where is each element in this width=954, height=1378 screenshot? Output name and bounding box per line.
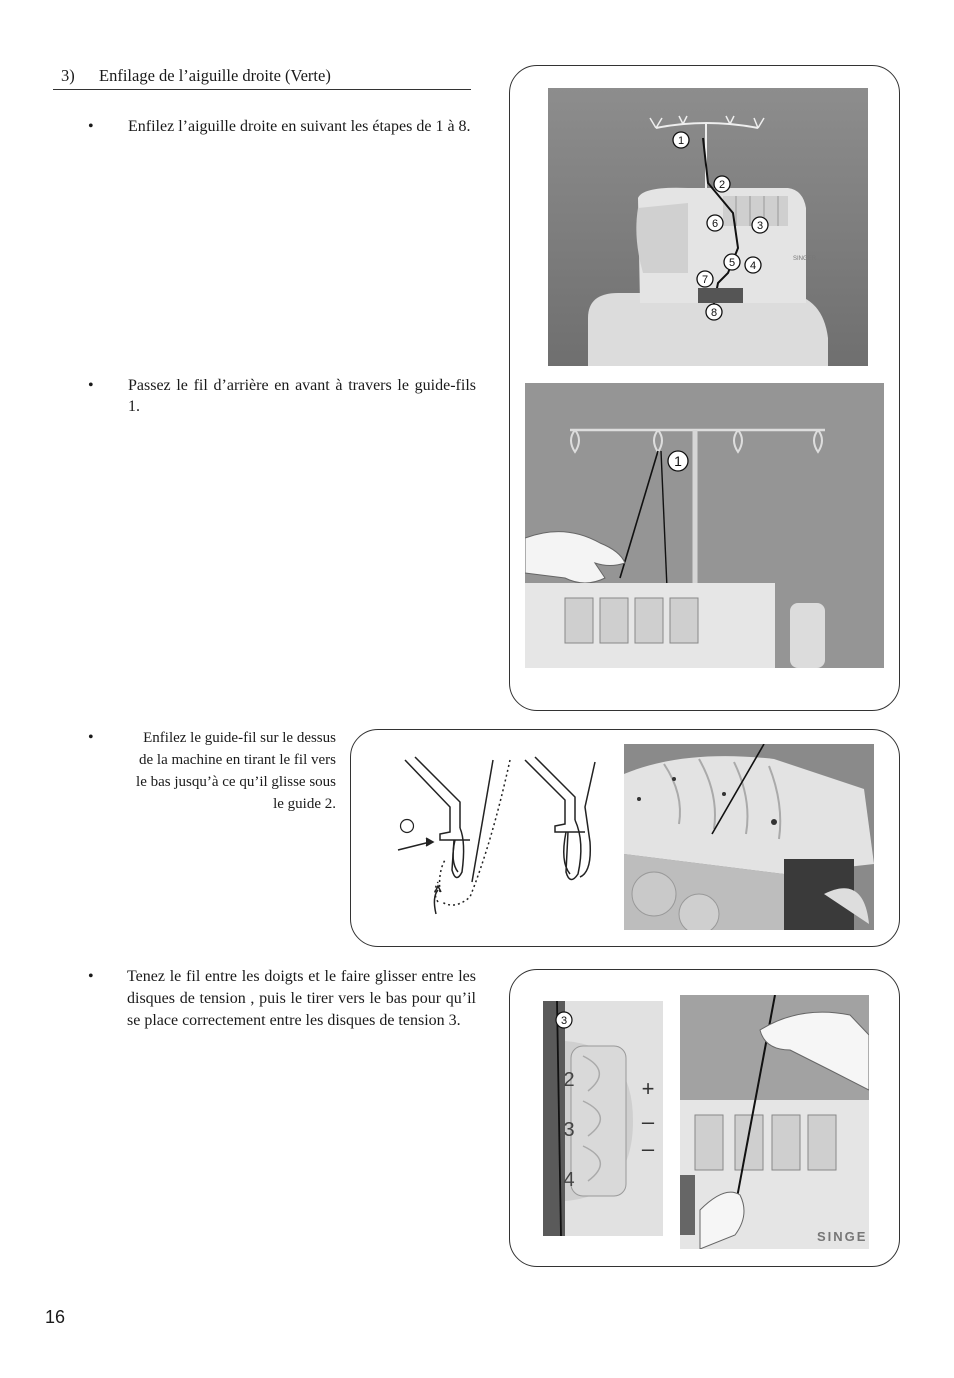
step-3-text: Enfilez le guide-fil sur le dessus de la machine en tirant le fil vers le bas jusqu’à ce qu’il glisse sous le guide 2. [136, 730, 336, 812]
tension-dial-drawing [543, 1001, 663, 1236]
section-heading [53, 66, 471, 90]
tension-dial-photo [543, 1001, 663, 1236]
plus-sign: + [641, 1076, 655, 1101]
callout-label: 6 [711, 218, 719, 230]
machine-overview-photo [548, 88, 868, 366]
thread-guide-diagram [380, 752, 610, 932]
callout-label: 3 [560, 1015, 568, 1027]
thread-guide-photo [525, 383, 884, 668]
machine-brand-label: SINGER [793, 256, 817, 262]
thread-guide-drawing [525, 383, 884, 668]
callout-label: 2 [718, 179, 726, 191]
callout-label: 3 [756, 220, 764, 232]
threading-hands-photo [680, 995, 869, 1249]
bullet-icon: • [88, 729, 94, 746]
page-number: 16 [45, 1307, 66, 1327]
callout-label: 5 [728, 257, 736, 269]
callout-label: 1 [677, 135, 685, 147]
minus-sign: – [641, 1136, 655, 1161]
machine-top-photo [624, 744, 874, 930]
bullet-icon: • [88, 118, 94, 135]
step-2 [88, 375, 478, 425]
dial-number: 2 [563, 1069, 575, 1091]
thread-guide-line-drawing [380, 752, 610, 932]
machine-top-drawing [624, 744, 874, 930]
step-4-text: Tenez le fil entre les doigts et le faire glisser entre les disques de tension , puis le tirer vers le bas pour qu’il se place correctement entre les disques de tension 3. [127, 968, 476, 1029]
step-3 [88, 727, 338, 817]
dial-number: 4 [563, 1169, 575, 1191]
callout-label: 8 [710, 307, 718, 319]
step-1 [88, 116, 478, 166]
machine-brand-label: SINGE [817, 1229, 868, 1244]
machine-overview-drawing [548, 88, 868, 366]
bullet-icon: • [88, 968, 94, 985]
callout-label: 4 [749, 260, 757, 272]
dial-number: 3 [563, 1119, 575, 1141]
section-title: Enfilage de l’aiguille droite (Verte) [99, 66, 331, 85]
minus-sign: – [641, 1109, 655, 1134]
guide-marker-icon [401, 820, 414, 833]
step-2-text: Passez le fil d’arrière en avant à travers le guide-fils 1. [128, 377, 476, 415]
section-number: 3) [61, 66, 75, 85]
bullet-icon: • [88, 377, 94, 394]
step-4 [88, 966, 478, 1056]
callout-label: 7 [701, 274, 709, 286]
step-1-text: Enfilez l’aiguille droite en suivant les étapes de 1 à 8. [128, 118, 471, 135]
callout-label: 1 [674, 453, 682, 469]
threading-hands-drawing [680, 995, 869, 1249]
